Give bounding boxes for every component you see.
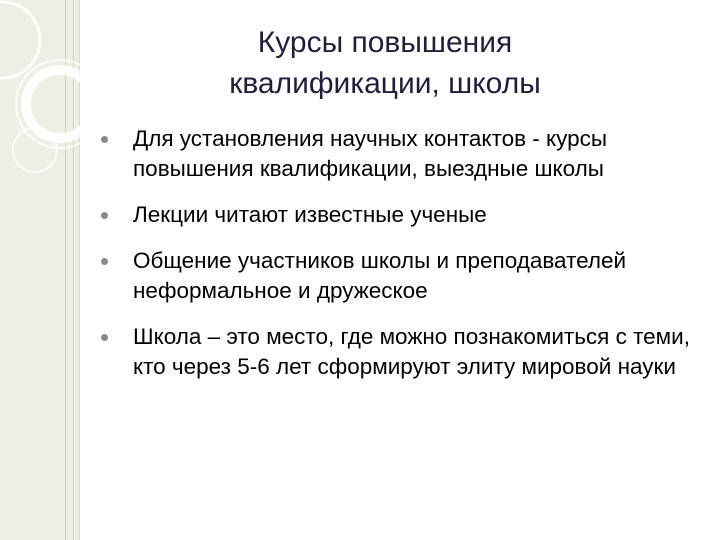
bullet-item	[92, 200, 702, 230]
deco-circle	[0, 2, 40, 78]
bullet-text: Общение участников школы и преподавателей неформальное и дружеское	[133, 248, 627, 303]
deco-circle	[13, 128, 57, 172]
bullet-item	[92, 246, 702, 306]
bullet-icon	[101, 136, 108, 143]
bullet-icon	[101, 258, 108, 265]
bullet-item	[92, 322, 702, 382]
bullet-text: Лекции читают известные ученые	[133, 202, 487, 227]
bullet-list	[92, 124, 702, 398]
bullet-item	[92, 124, 702, 184]
slide-title: Курсы повышения квалификации, школы	[229, 26, 541, 100]
bullet-text: Школа – это место, где можно познакомиться с теми, кто через 5-6 лет сформируют элиту мировой науки	[133, 324, 690, 379]
bullet-text: Для установления научных контактов - курсы повышения квалификации, выездные школы	[133, 126, 608, 181]
bullet-icon	[101, 212, 108, 219]
bullet-icon	[101, 334, 108, 341]
